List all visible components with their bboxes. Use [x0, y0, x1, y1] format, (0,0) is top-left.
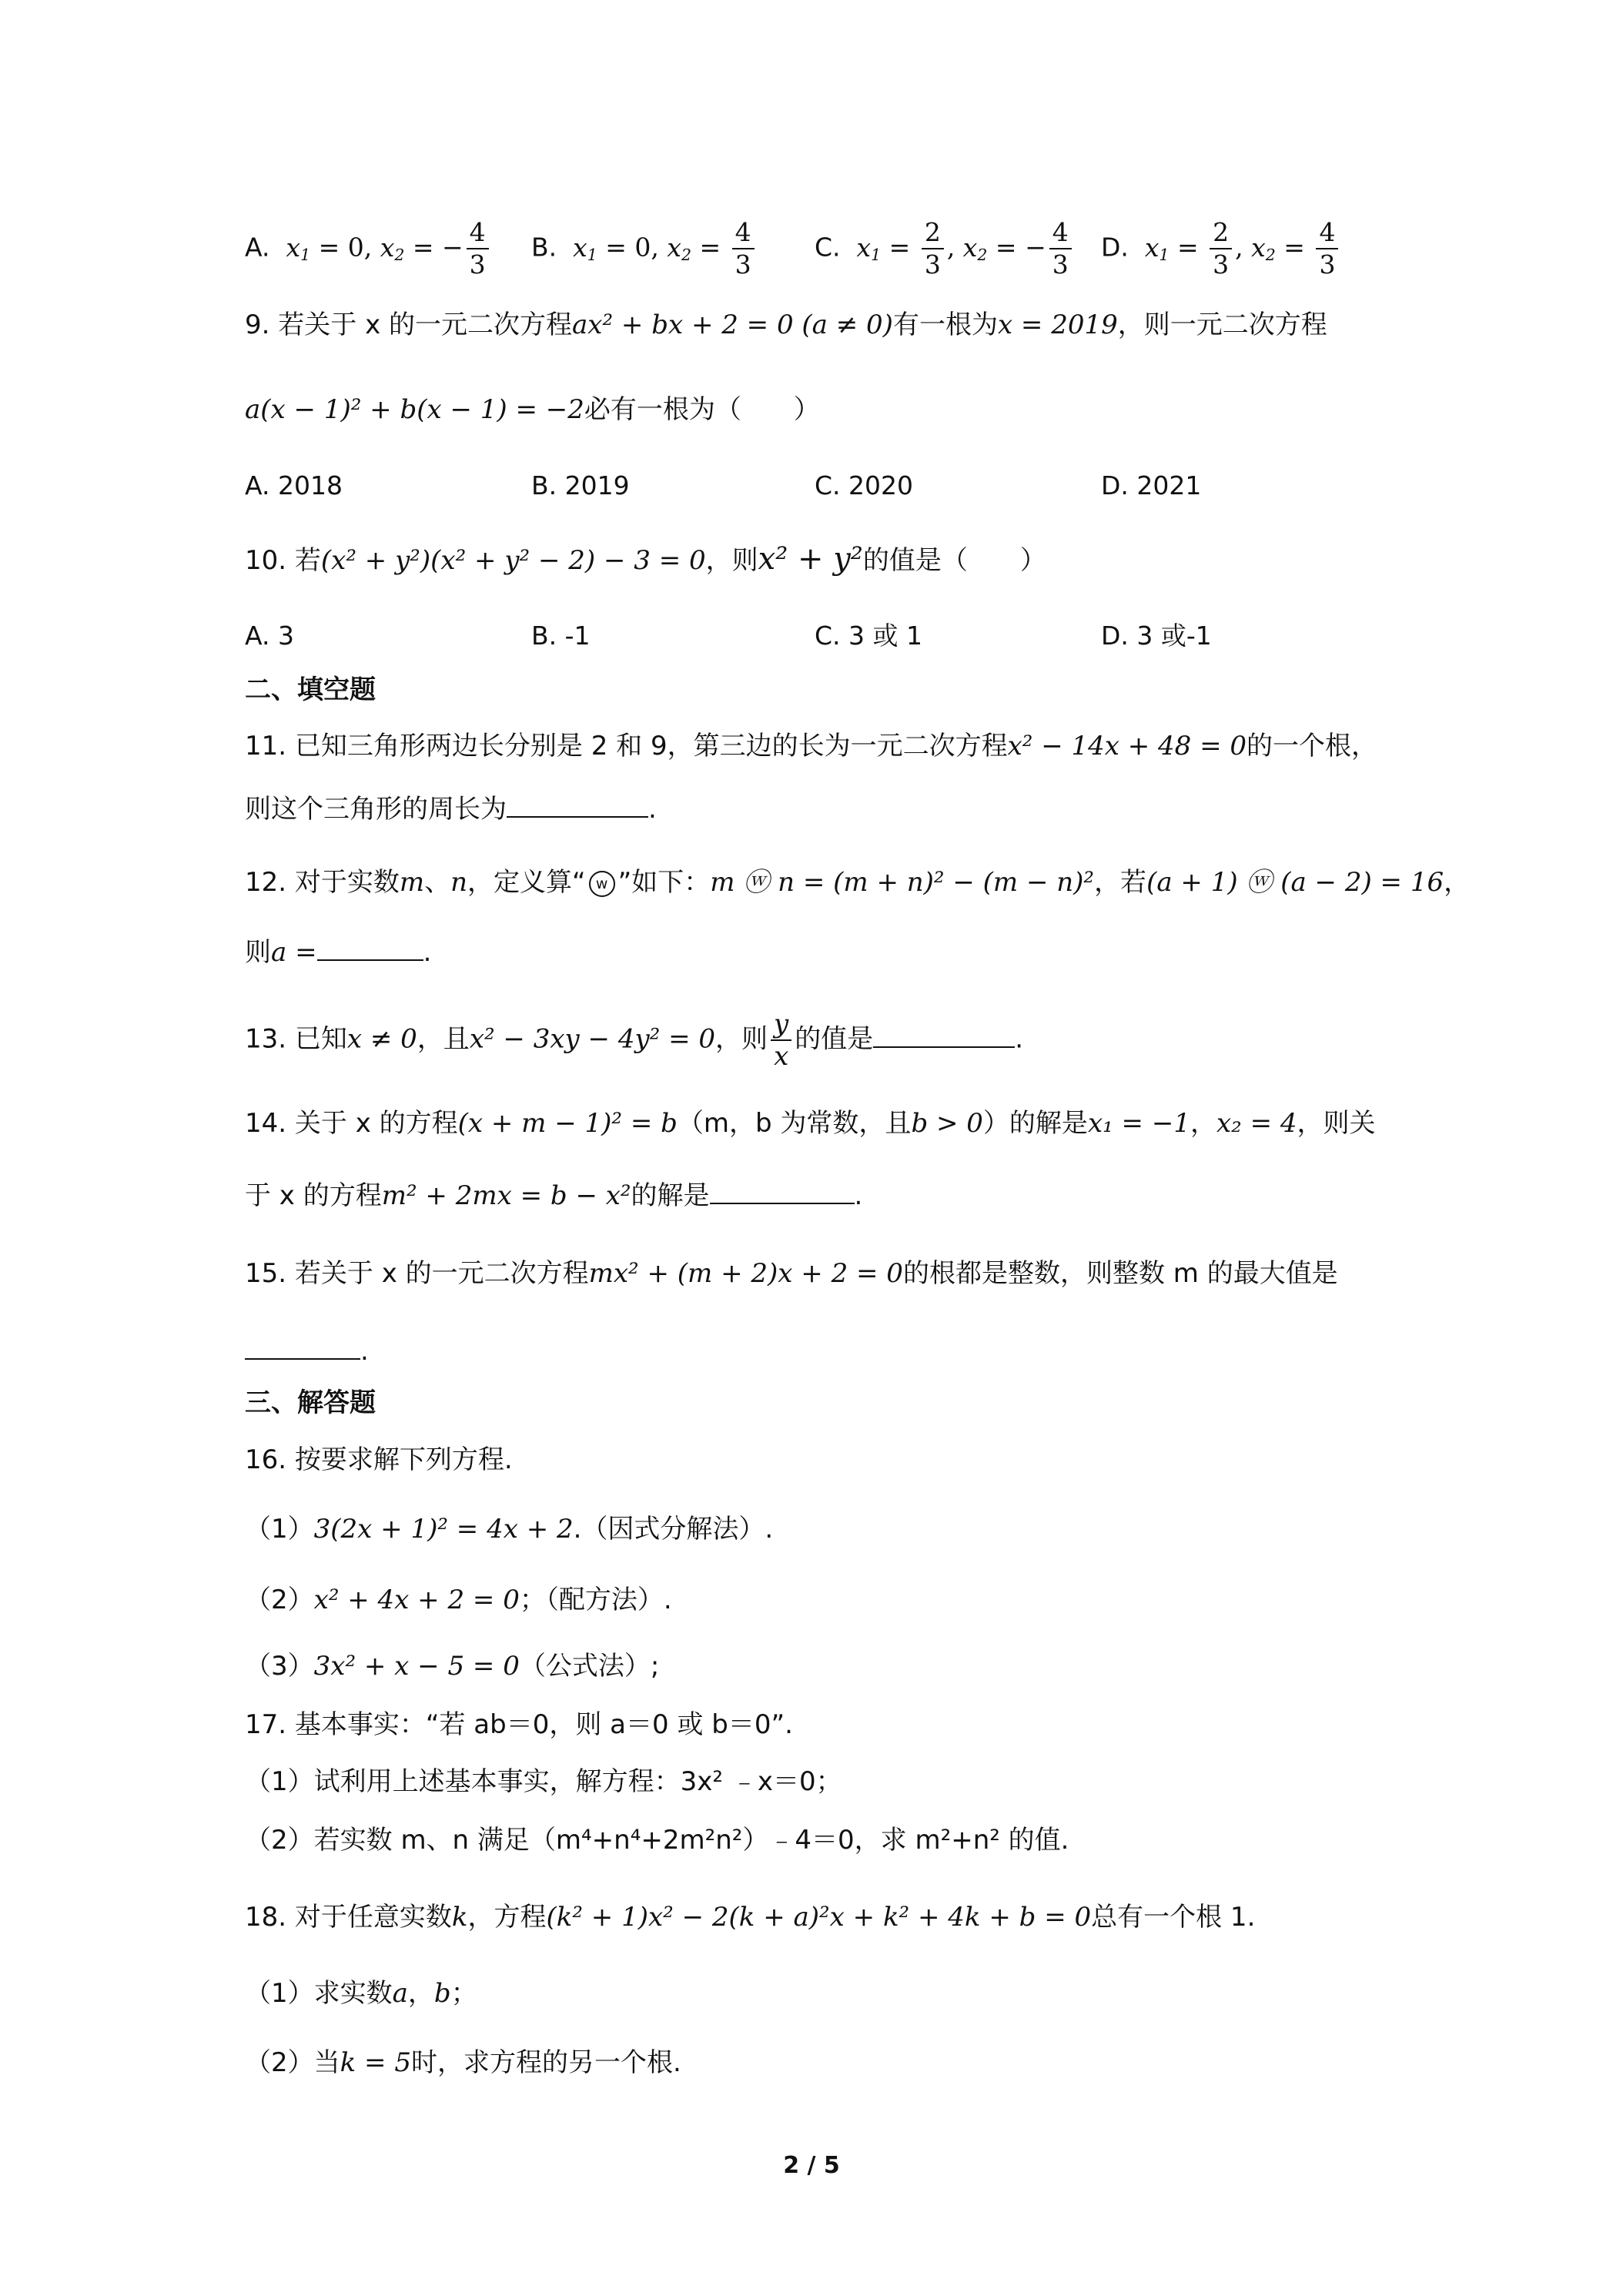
q15-answer-line: . — [245, 1332, 369, 1370]
q17-stem: 17. 基本事实：“若 ab＝0，则 a＝0 或 b＝0”. — [245, 1709, 793, 1740]
answer-blank — [873, 1020, 1015, 1048]
q17-part-1: （1）试利用上述基本事实，解方程：3x² ﹣x＝0； — [245, 1766, 842, 1797]
q16-part-3: （3）3x² + x − 5 = 0（公式法）; — [245, 1651, 660, 1682]
q10-option-b: B. -1 — [531, 621, 591, 651]
q8-option-b: B. $x_1 = 0$, $x_2$ = $\frac{4}{3}$ — [531, 217, 758, 280]
q14-stem: 14. 关于 x 的方程(x + m − 1)² = b（m，b 为常数，且b > 0）的解是x₁ = −1，x₂ = 4，则关 — [245, 1108, 1376, 1139]
q15-stem: 15. 若关于 x 的一元二次方程mx² + (m + 2)x + 2 = 0的根都是整数，则整数 m 的最大值是 — [245, 1258, 1338, 1289]
fraction: $\frac{4}{3}$ — [467, 217, 489, 280]
q9-option-b: B. 2019 — [531, 470, 630, 500]
q10-option-d: D. 3 或-1 — [1101, 621, 1212, 651]
section-heading-solutions: 三、解答题 — [245, 1387, 376, 1418]
q12-stem-cont: 则a = . — [245, 933, 431, 971]
q16-stem: 16. 按要求解下列方程. — [245, 1444, 513, 1475]
fraction: $\frac{4}{3}$ — [732, 217, 755, 280]
q17-part-2: （2）若实数 m、n 满足（m⁴+n⁴+2m²n²）﹣4＝0，求 m²+n² 的值. — [245, 1825, 1069, 1856]
q9-option-d: D. 2021 — [1101, 470, 1202, 500]
fraction: $\frac{4}{3}$ — [1049, 217, 1072, 280]
q10-stem: 10. 若(x² + y²)(x² + y² − 2) − 3 = 0，则x² + y²的值是（ ） — [245, 541, 1046, 577]
q9-option-a: A. 2018 — [245, 470, 343, 500]
answer-blank — [710, 1176, 855, 1204]
fraction: $\frac{2}{3}$ — [1210, 217, 1232, 280]
circled-w-operator: w — [589, 871, 615, 897]
q11-stem: 11. 已知三角形两边长分别是 2 和 9，第三边的长为一元二次方程x² − 14x + 48 = 0的一个根， — [245, 731, 1378, 761]
answer-blank — [317, 933, 423, 961]
q12-stem: 12. 对于实数m、n，定义算“ w ”如下：m ⓦ n = (m + n)² − (m − n)²，若(a + 1) ⓦ (a − 2) = 16， — [245, 867, 1471, 898]
section-heading-fill-in: 二、填空题 — [245, 674, 376, 705]
q9-stem-cont: a(x − 1)² + b(x − 1) = −2必有一根为（ ） — [245, 394, 820, 425]
q16-part-2: （2）x² + 4x + 2 = 0；（配方法）. — [245, 1585, 672, 1615]
q14-stem-cont: 于 x 的方程m² + 2mx = b − x²的解是 . — [245, 1176, 862, 1214]
fraction: $\frac{2}{3}$ — [922, 217, 944, 280]
q11-stem-cont: 则这个三角形的周长为 . — [245, 790, 657, 828]
q10-option-c: C. 3 或 1 — [815, 621, 922, 651]
q18-stem: 18. 对于任意实数k，方程(k² + 1)x² − 2(k + a)²x + k² + 4k + b = 0总有一个根 1. — [245, 1902, 1256, 1933]
q9-option-c: C. 2020 — [815, 470, 914, 500]
page-number: 2 / 5 — [783, 2152, 840, 2179]
answer-blank — [245, 1332, 360, 1360]
q10-option-a: A. 3 — [245, 621, 294, 651]
q18-part-2: （2）当k = 5时，求方程的另一个根. — [245, 2047, 681, 2078]
fraction-y-over-x: $\frac{y}{x}$ — [771, 1009, 791, 1072]
q8-option-c: C. $x_1$ = $\frac{2}{3}$ , $x_2$ = − $\frac{4}{3}$ — [815, 217, 1075, 280]
q9-stem: 9. 若关于 x 的一元二次方程ax² + bx + 2 = 0 (a ≠ 0)有一根为x = 2019，则一元二次方程 — [245, 310, 1327, 340]
q18-part-1: （1）求实数a，b； — [245, 1978, 477, 2009]
q8-option-d: D. $x_1$ = $\frac{2}{3}$ , $x_2$ = $\frac{4}{3}$ — [1101, 217, 1341, 280]
answer-blank — [507, 790, 648, 818]
q13-stem: 13. 已知x ≠ 0，且x² − 3xy − 4y² = 0，则 $\frac{y}{x}$ 的值是 . — [245, 1009, 1024, 1072]
fraction: $\frac{4}{3}$ — [1316, 217, 1338, 280]
q8-option-a: A. $x_1 = 0$, $x_2$ = − $\frac{4}{3}$ — [245, 217, 492, 280]
q16-part-1: （1）3(2x + 1)² = 4x + 2.（因式分解法）. — [245, 1514, 774, 1545]
